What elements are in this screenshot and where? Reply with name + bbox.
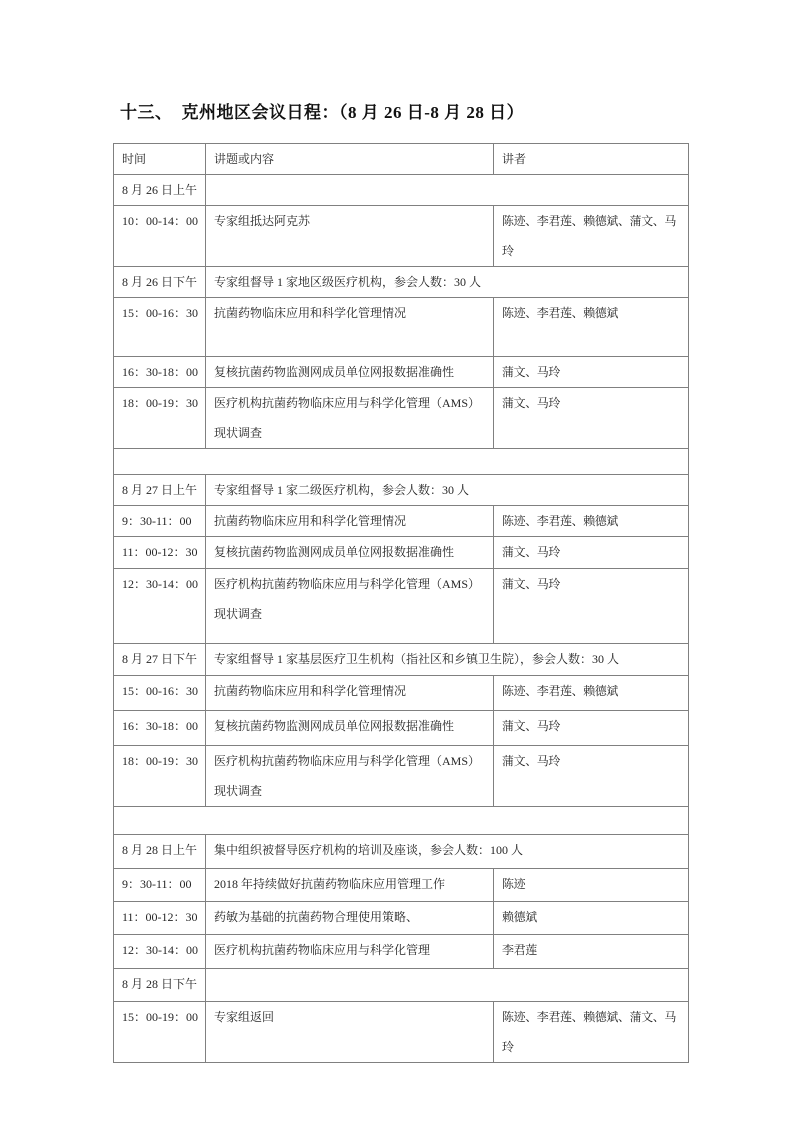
speakers-cell: 陈迹、李君莲、赖德斌: [494, 506, 689, 537]
time-cell: 9：30-11：00: [114, 869, 206, 902]
schedule-item-row: [114, 388, 689, 449]
content-cell: 药敏为基础的抗菌药物合理使用策略、: [206, 902, 494, 935]
schedule-item-row: [114, 357, 689, 388]
time-cell: 8 月 26 日上午: [114, 175, 206, 206]
content-cell: 2018 年持续做好抗菌药物临床应用管理工作: [206, 869, 494, 902]
session-content-cell: 专家组督导 1 家二级医疗机构，参会人数：30 人: [206, 475, 689, 506]
separator-cell: [114, 807, 689, 835]
schedule-table: [113, 143, 689, 1063]
time-cell: 18：00-19：30: [114, 746, 206, 807]
time-cell: 11：00-12：30: [114, 537, 206, 569]
schedule-item-row: [114, 506, 689, 537]
empty-cell: [206, 969, 689, 1002]
schedule-item-row: [114, 298, 689, 357]
date-row: [114, 969, 689, 1002]
schedule-item-row: [114, 537, 689, 569]
session-content-cell: 专家组督导 1 家地区级医疗机构，参会人数：30 人: [206, 267, 689, 298]
schedule-item-row: [114, 711, 689, 746]
speakers-cell: 陈迹、李君莲、赖德斌: [494, 298, 689, 357]
time-cell: 8 月 26 日下午: [114, 267, 206, 298]
content-cell: 抗菌药物临床应用和科学化管理情况: [206, 676, 494, 711]
time-cell: 8 月 27 日下午: [114, 644, 206, 676]
time-cell: 9：30-11：00: [114, 506, 206, 537]
time-cell: 8 月 28 日上午: [114, 835, 206, 869]
time-cell: 12：30-14：00: [114, 935, 206, 969]
empty-cell: [206, 175, 689, 206]
speakers-cell: 蒲文、马玲: [494, 711, 689, 746]
separator-cell: [114, 449, 689, 475]
content-cell: 复核抗菌药物监测网成员单位网报数据准确性: [206, 711, 494, 746]
speakers-cell: 蒲文、马玲: [494, 537, 689, 569]
content-cell: 专家组返回: [206, 1002, 494, 1063]
session-row: [114, 267, 689, 298]
schedule-item-row: [114, 569, 689, 644]
content-cell: 医疗机构抗菌药物临床应用与科学化管理: [206, 935, 494, 969]
content-cell: 专家组抵达阿克苏: [206, 206, 494, 267]
content-cell: 抗菌药物临床应用和科学化管理情况: [206, 298, 494, 357]
schedule-item-row: [114, 902, 689, 935]
schedule-item-row: [114, 206, 689, 267]
column-header: 讲者: [494, 144, 689, 175]
time-cell: 16：30-18：00: [114, 357, 206, 388]
schedule-item-row: [114, 869, 689, 902]
content-cell: 复核抗菌药物监测网成员单位网报数据准确性: [206, 357, 494, 388]
time-cell: 18：00-19：30: [114, 388, 206, 449]
content-cell: 医疗机构抗菌药物临床应用与科学化管理（AMS）现状调查: [206, 746, 494, 807]
schedule-item-row: [114, 676, 689, 711]
page-title: 十三、 克州地区会议日程：（8 月 26 日-8 月 28 日）: [120, 103, 525, 122]
session-row: [114, 835, 689, 869]
speakers-cell: 蒲文、马玲: [494, 569, 689, 644]
time-cell: 15：00-19：00: [114, 1002, 206, 1063]
content-cell: 复核抗菌药物监测网成员单位网报数据准确性: [206, 537, 494, 569]
speakers-cell: 陈迹、李君莲、赖德斌: [494, 676, 689, 711]
session-content-cell: 集中组织被督导医疗机构的培训及座谈，参会人数：100 人: [206, 835, 689, 869]
time-cell: 15：00-16：30: [114, 298, 206, 357]
schedule-item-row: [114, 935, 689, 969]
time-cell: 15：00-16：30: [114, 676, 206, 711]
date-row: [114, 175, 689, 206]
table-header-row: [114, 144, 689, 175]
session-row: [114, 475, 689, 506]
time-cell: 8 月 28 日下午: [114, 969, 206, 1002]
speakers-cell: 陈迹、李君莲、赖德斌、蒲文、马玲: [494, 206, 689, 267]
time-cell: 10：00-14：00: [114, 206, 206, 267]
content-cell: 医疗机构抗菌药物临床应用与科学化管理（AMS）现状调查: [206, 569, 494, 644]
speakers-cell: 蒲文、马玲: [494, 746, 689, 807]
separator-row: [114, 449, 689, 475]
time-cell: 8 月 27 日上午: [114, 475, 206, 506]
speakers-cell: 赖德斌: [494, 902, 689, 935]
content-cell: 医疗机构抗菌药物临床应用与科学化管理（AMS）现状调查: [206, 388, 494, 449]
time-cell: 11：00-12：30: [114, 902, 206, 935]
speakers-cell: 李君莲: [494, 935, 689, 969]
content-cell: 抗菌药物临床应用和科学化管理情况: [206, 506, 494, 537]
speakers-cell: 蒲文、马玲: [494, 388, 689, 449]
time-cell: 12：30-14：00: [114, 569, 206, 644]
schedule-item-row: [114, 1002, 689, 1063]
time-cell: 16：30-18：00: [114, 711, 206, 746]
column-header: 讲题或内容: [206, 144, 494, 175]
separator-row: [114, 807, 689, 835]
schedule-item-row: [114, 746, 689, 807]
speakers-cell: 蒲文、马玲: [494, 357, 689, 388]
column-header: 时间: [114, 144, 206, 175]
speakers-cell: 陈迹: [494, 869, 689, 902]
speakers-cell: 陈迹、李君莲、赖德斌、蒲文、马玲: [494, 1002, 689, 1063]
session-content-cell: 专家组督导 1 家基层医疗卫生机构（指社区和乡镇卫生院），参会人数：30 人: [206, 644, 689, 676]
session-row: [114, 644, 689, 676]
